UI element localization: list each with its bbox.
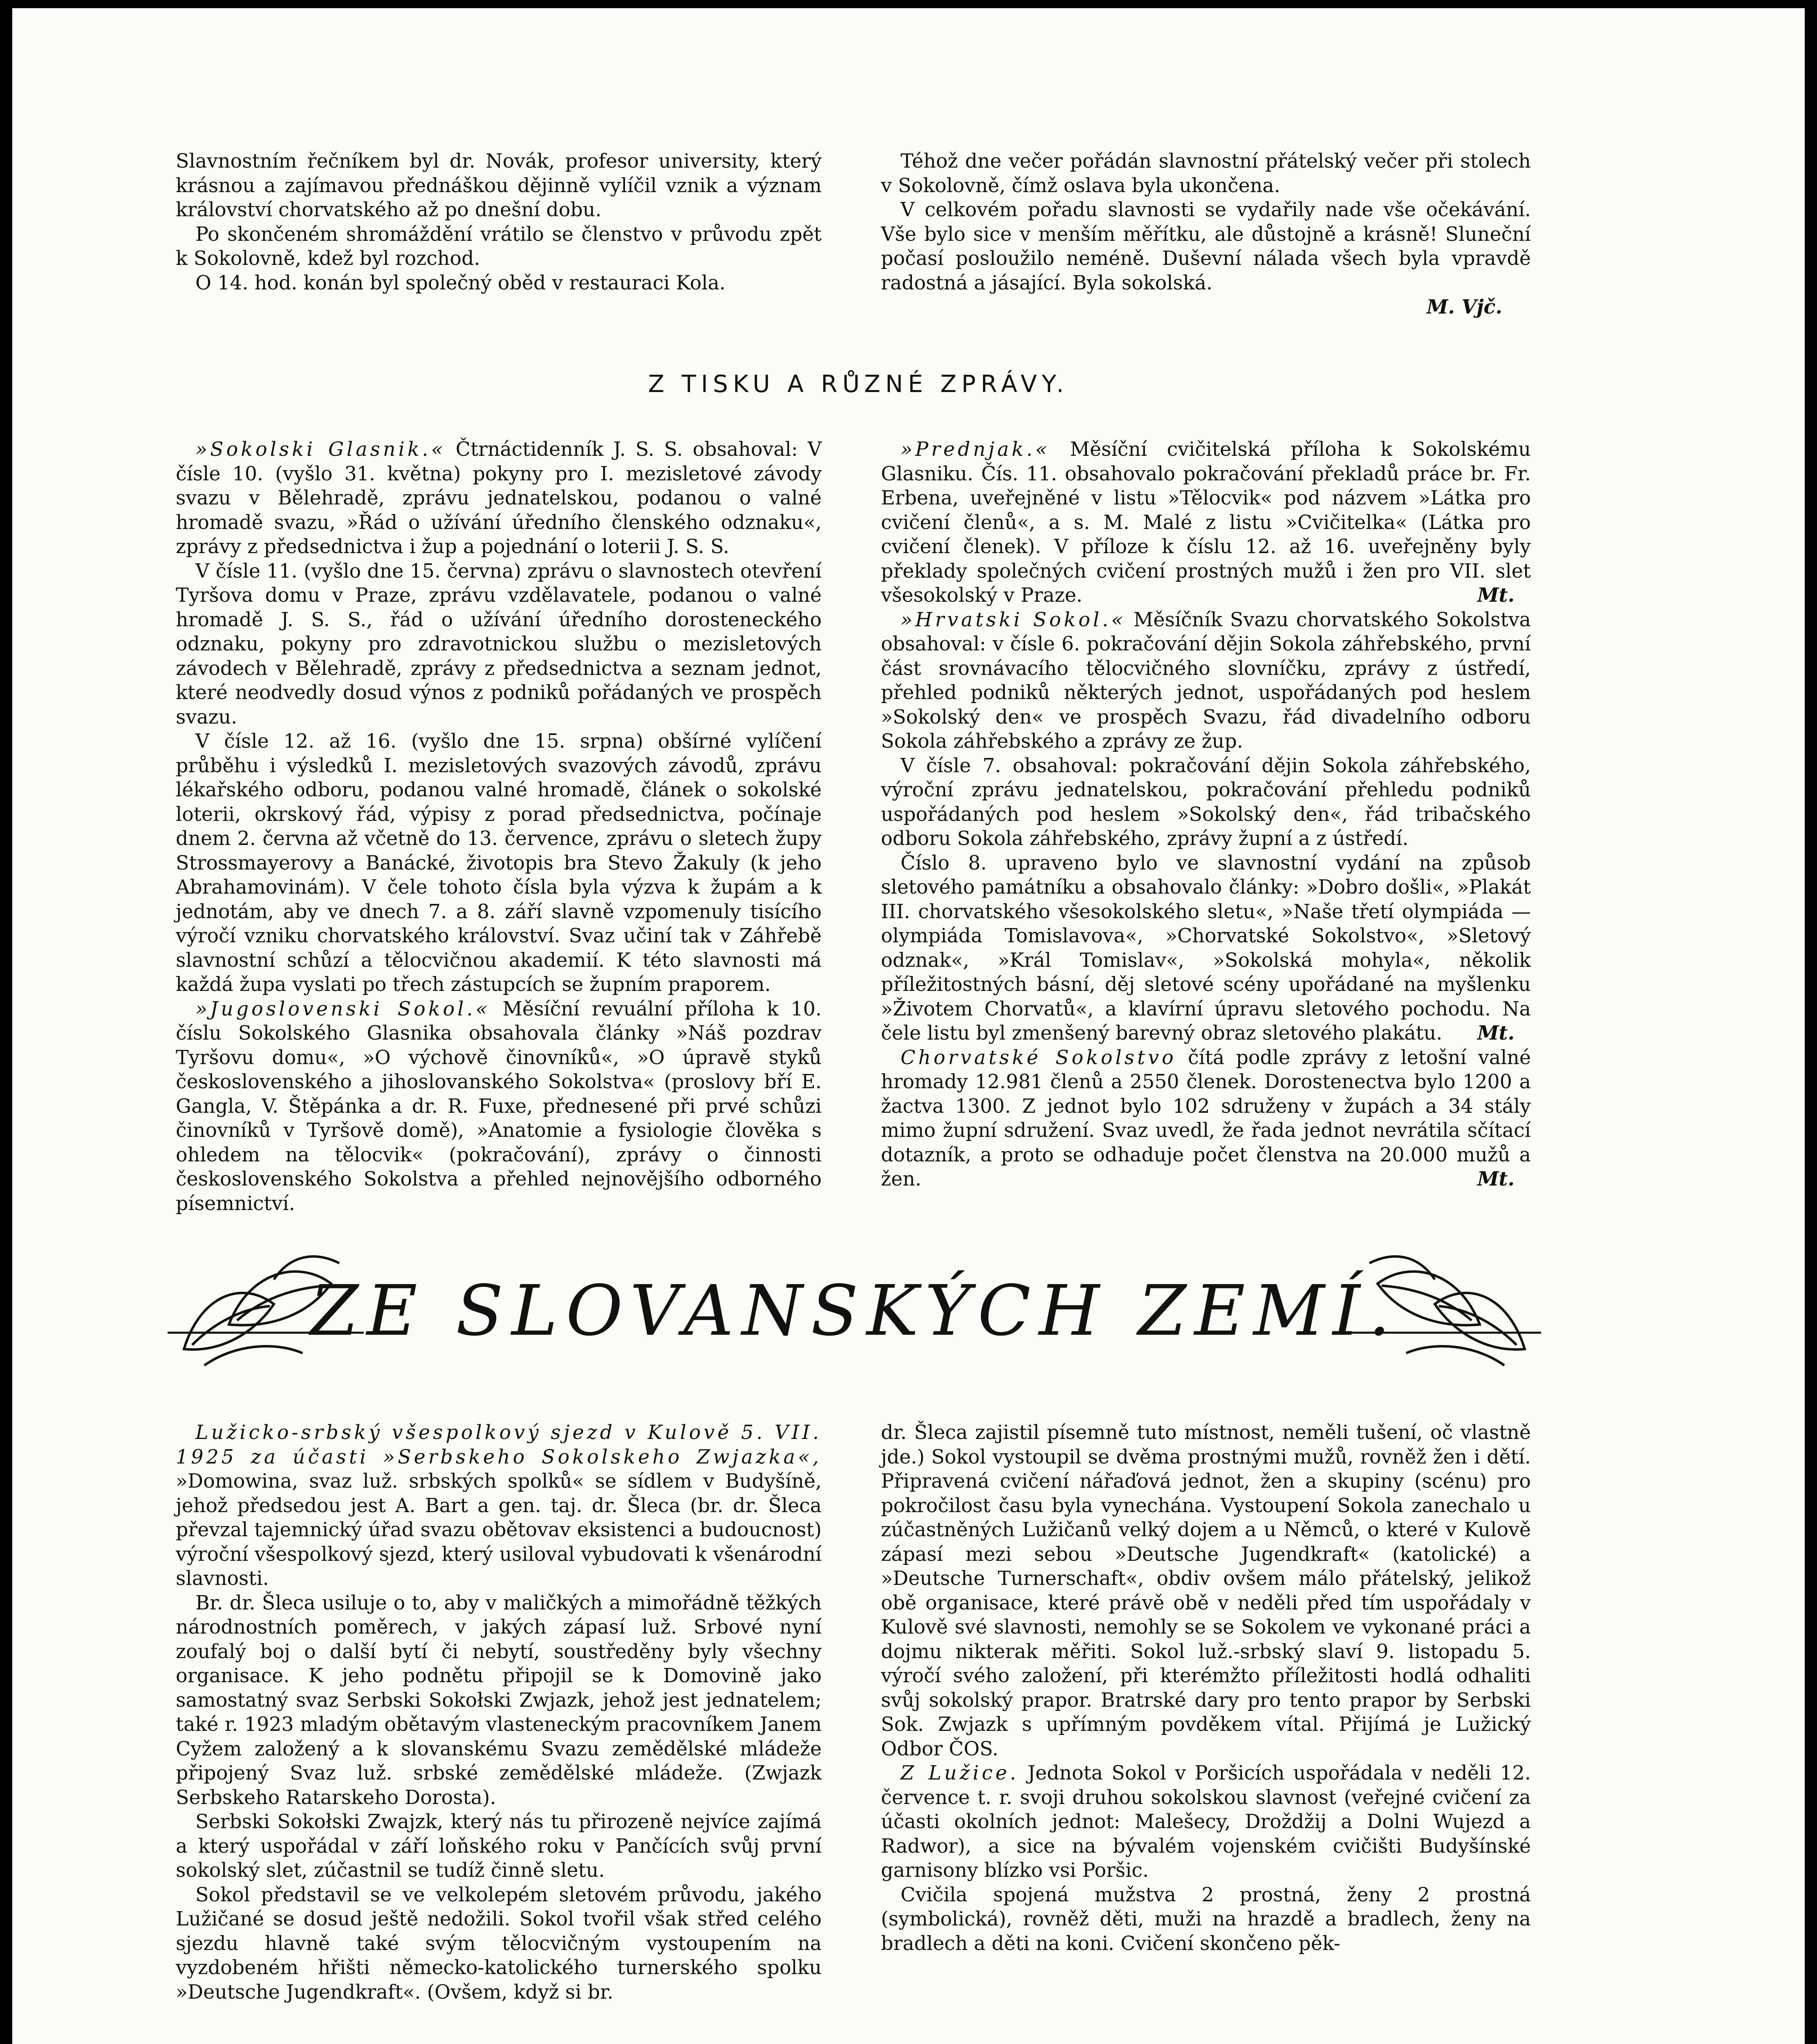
press-title: »Prednjak.«	[901, 438, 1050, 461]
press-text: V čísle 7. obsahoval: pokračování dějin Sokola záhřebského, výroční zprávu jednatelskou, pokračování přehledu podniků uspořádaných pod heslem »Sokolský den«, řád tribačského odboru Sokola záhřebského, zprávy župní a z ústředí.	[881, 754, 1531, 850]
press-item	[176, 437, 822, 559]
news-text: Cvičila spojená mužstva 2 prostná, ženy 2 prostná (symbolická), rovněž děti, muži na hrazdě a bradlech, ženy na bradlech a děti na koni. Cvičení skončeno pěk-	[881, 1883, 1531, 1955]
signature: M. Vjč.	[1426, 296, 1502, 318]
news-title: Lužicko-srbský všespolkový sjezd v Kulově 5. VII. 1925 za účasti »Serbskeho Sokolskeho Zwjazka«,	[176, 1421, 822, 1468]
press-text: Číslo 8. upraveno bylo ve slavnostní vydání na způsob sletového památníku a obsahovalo články: »Dobro došli«, »Plakát III. chorvatského všesokolského sletu«, »Naše třetí olympiáda — olympiáda Tomislavova«, »Chorvatské Sokolstvo«, »Sletový odznak«, »Král Tomislav«, »Sokolská mohyla«, několik příležitostných básní, děj sletové scény upořádané na myšlenku »Životem Chorvatů«, a klavírní úpravu sletového pochodu. Na čele listu byl zmenšený barevný obraz sletového plakátu.	[881, 852, 1531, 1044]
section-banner	[168, 1247, 1541, 1382]
top-right-column	[881, 149, 1531, 320]
news-item	[176, 1883, 822, 2005]
press-item	[881, 608, 1531, 754]
news-item	[176, 1421, 822, 1591]
press-text: V čísle 11. (vyšlo dne 15. června) zprávu o slavnostech otevření Tyršova domu v Praze, zprávu vzdělavatele, podanou o valné hromadě J. S. S., řád o užívání úředního dorosteneckého odznaku, pokyny pro zdravotnickou službu o mezisletových závodech v Bělehradě, zprávy z předsednictva a seznam jednot, které neodvedly dosud výnos z podniků pořádaných ve prospěch svazu.	[176, 560, 822, 728]
news-text: Jednota Sokol v Poršicích uspořádala v neděli 12. července t. r. svoji druhou sokolskou slavnost (veřejné cvičení za účasti okolních jednot: Malešecy, Droždžij a Dolni Wujezd a Radwor), a sice na bývalém vojenském cvičišti Budyšínské garnisony blízko vsi Poršic.	[881, 1762, 1531, 1882]
press-title: »Sokolski Glasnik.«	[195, 438, 446, 461]
paragraph: O 14. hod. konán byl společný oběd v restauraci Kola.	[195, 271, 726, 294]
signature: Mt.	[1477, 1168, 1515, 1190]
press-text: čítá podle zprávy z letošní valné hromady 12.981 členů a 2550 členek. Dorostenectva bylo 1200 a žactva 1300. Z jednot bylo 102 sdruženy v župách a 34 stály mimo župní sdružení. Svaz uvedl, že řada jednot nevrátila sčítací dotazník, a proto se odhaduje počet členstva na 20.000 mužů a žen.	[881, 1046, 1531, 1190]
press-item	[881, 1046, 1531, 1192]
news-item	[881, 1883, 1531, 1956]
slav-right-column	[881, 1421, 1531, 1956]
section-heading: Z TISKU A RŮZNÉ ZPRÁVY.	[648, 370, 1069, 398]
press-item	[881, 437, 1531, 608]
press-item	[176, 997, 822, 1216]
press-item	[176, 729, 822, 997]
news-title: Z Lužice.	[901, 1762, 1019, 1784]
press-text: V čísle 12. až 16. (vyšlo dne 15. srpna) obšírné vylíčení průběhu i výsledků I. mezisletových svazových závodů, zprávu lékařského odboru, podanou valné hromadě, článek o sokolské loterii, okrskový řád, výpisy z porad předsednictva, počínaje dnem 2. června až včetně do 13. července, zprávu o sletech župy Strossmayerovy a Banácké, životopis bra Stevo Žakuly (k jeho Abrahamovinám). V čele tohoto čísla byla výzva k župám a k jednotám, aby ve dnech 7. a 8. září slavně vzpomenuly tisícího výročí vzniku chorvatského království. Svaz učiní tak v Záhřebě slavnostní schůzí a tělocvičnou akademií. K této slavnosti má každá župa vyslati po třech zástupcích se župním praporem.	[176, 730, 822, 996]
page	[12, 8, 1805, 2044]
news-item	[176, 1810, 822, 1883]
top-left-column	[176, 149, 822, 295]
slav-left-column	[176, 1421, 822, 2004]
press-item	[176, 559, 822, 730]
paragraph: V celkovém pořadu slavnosti se vydařily nade vše očekávání. Vše bylo sice v menším měřítku, ale důstojně a krásně! Sluneční počasí posloužilo neméně. Duševní nálada všech byla vpravdě radostná a jásající. Byla sokolská.	[881, 199, 1531, 294]
banner-title: ZE SLOVANSKÝCH ZEMÍ.	[310, 1271, 1399, 1351]
press-text: Čtrnáctidenník J. S. S. obsahoval: V čísle 10. (vyšlo 31. května) pokyny pro I. mezisletové závody svazu v Bělehradě, zprávu jednatelskou, podanou o valné hromadě svazu, »Řád o užívání úředního členského odznaku«, zprávy z předsednictva i žup a pojednání o loterii J. S. S.	[176, 438, 822, 558]
paragraph: Slavnostním řečníkem byl dr. Novák, profesor university, který krásnou a zajímavou přednáškou dějinně vylíčil vznik a význam království chorvatského až po dnešní dobu.	[176, 150, 822, 221]
press-left-column	[176, 437, 822, 1216]
press-title: »Jugoslovenski Sokol.«	[195, 997, 491, 1020]
press-text: Měsíční cvičitelská příloha k Sokolskému Glasniku. Čís. 11. obsahovalo pokračování překladů práce br. Fr. Erbena, uveřejněné v listu »Tělocvik« pod názvem »Látka pro cvičení členů«, a s. M. Malé z listu »Cvičitelka« (Látka pro cvičení členek). V příloze k číslu 12. až 16. uveřejněny byly překlady společných cvičení prostných mužů i žen pro VII. slet všesokolský v Praze.	[881, 438, 1531, 607]
paragraph: Po skončeném shromáždění vrátilo se členstvo v průvodu zpět k Sokolovně, kdež byl rozchod.	[176, 223, 822, 270]
news-text: Serbski Sokołski Zwajzk, který nás tu přirozeně nejvíce zajímá a který uspořádal v září loňského roku v Pančících svůj první sokolský slet, zúčastnil se tudíž činně sletu.	[176, 1811, 822, 1882]
signature: Mt.	[1477, 1022, 1515, 1044]
news-text: Br. dr. Šleca usiluje o to, aby v maličkých a mimořádně těžkých národnostních poměrech, v jakých zápasí luž. Srbové nyní zoufalý boj o další bytí či nebytí, soustředěny byly všechny organisace. K jeho podnětu připojil se k Domovině jako samostatný svaz Serbski Sokołski Zwjazk, jehož jest jednatelem; také r. 1923 mladým obětavým vlasteneckým pracovníkem Janem Cyžem založený a k slovanskému Svazu zemědělské mládeže připojený Svaz luž. srbské zemědělské mládeže. (Zwjazk Serbskeho Ratarskeho Dorosta).	[176, 1591, 822, 1809]
signature: Mt.	[1477, 584, 1515, 607]
news-item	[881, 1421, 1531, 1761]
news-item	[176, 1591, 822, 1810]
press-right-column	[881, 437, 1531, 1192]
news-item	[881, 1761, 1531, 1883]
press-text: Měsíční revuální příloha k 10. číslu Sokolského Glasnika obsahovala články »Náš pozdrav Tyršovu domu«, »O výchově činovníků«, »O úpravě styků československého a jihoslovanského Sokolstva« (proslovy bří E. Gangla, V. Štěpánka a dr. R. Fuxe, přednesené při prvé schůzi činovníků v Tyršově domě), »Anatomie a fysiologie člověka s ohledem na tělocvik« (pokračování), zprávy o činnosti československého Sokolstva a přehled nejnovějšího odborného písemnictví.	[176, 997, 822, 1215]
news-text: »Domowina, svaz luž. srbských spolků« se sídlem v Budyšíně, jehož předsedou jest A. Bart a gen. taj. dr. Šleca (br. dr. Šleca převzal tajemnický úřad svazu obětovav eksistenci a budoucnost) výroční všespolkový sjezd, který usiloval vybudovati k všenárodní slavnosti.	[176, 1470, 822, 1590]
news-text: Sokol představil se ve velkolepém sletovém průvodu, jakého Lužičané se dosud ještě nedožili. Sokol tvořil však střed celého sjezdu hlavně také svým tělocvičným vystoupením na vyzdobeném hřišti německo-katolického turnerského spolku »Deutsche Jugendkraft«. (Ovšem, když si br.	[176, 1883, 822, 2004]
news-text: dr. Šleca zajistil písemně tuto místnost, neměli tušení, oč vlastně jde.) Sokol vystoupil se dvěma prostnými mužů, rovněž žen i dětí. Připravená cvičení nářaďová jednot, žen a skupiny (scénu) pro pokročilost času byla vynechána. Vystoupení Sokola zanechalo u zúčastněných Lužičanů velký dojem a u Němců, o které v Kulově zápasí mezi sebou »Deutsche Jugendkraft« (katolické) a »Deutsche Turnerschaft«, obdiv ovšem málo přátelský, jelikož obě organisace, které právě obě v neděli před tím uspořádaly v Kulově své slavnosti, nemohly se se Sokolem ve vykonané práci a dojmu nikterak měřiti. Sokol luž.-srbský slaví 9. listopadu 5. výročí svého založení, při kterémžto příležitosti hodlá odhaliti svůj sokolský prapor. Bratrské dary pro tento prapor by Serbski Sok. Zwjazk s upřímným povděkem vítal. Přijímá je Lužický Odbor ČOS.	[881, 1421, 1531, 1760]
press-item	[881, 851, 1531, 1046]
press-title: »Hrvatski Sokol.«	[901, 608, 1126, 631]
press-item	[881, 754, 1531, 851]
press-title: Chorvatské Sokolstvo	[901, 1046, 1176, 1069]
paragraph: Téhož dne večer pořádán slavnostní přátelský večer při stolech v Sokolovně, čímž oslava byla ukončena.	[881, 150, 1531, 197]
press-text: Měsíčník Svazu chorvatského Sokolstva obsahoval: v čísle 6. pokračování dějin Sokola záhřebského, první část srovnávacího tělocvičného slovníčku, zprávy z ústředí, přehled podniků některých jednot, uspořádaných pod heslem »Sokolský den« ve prospěch Svazu, řád divadelního odboru Sokola záhřebského a zprávy ze žup.	[881, 608, 1531, 753]
